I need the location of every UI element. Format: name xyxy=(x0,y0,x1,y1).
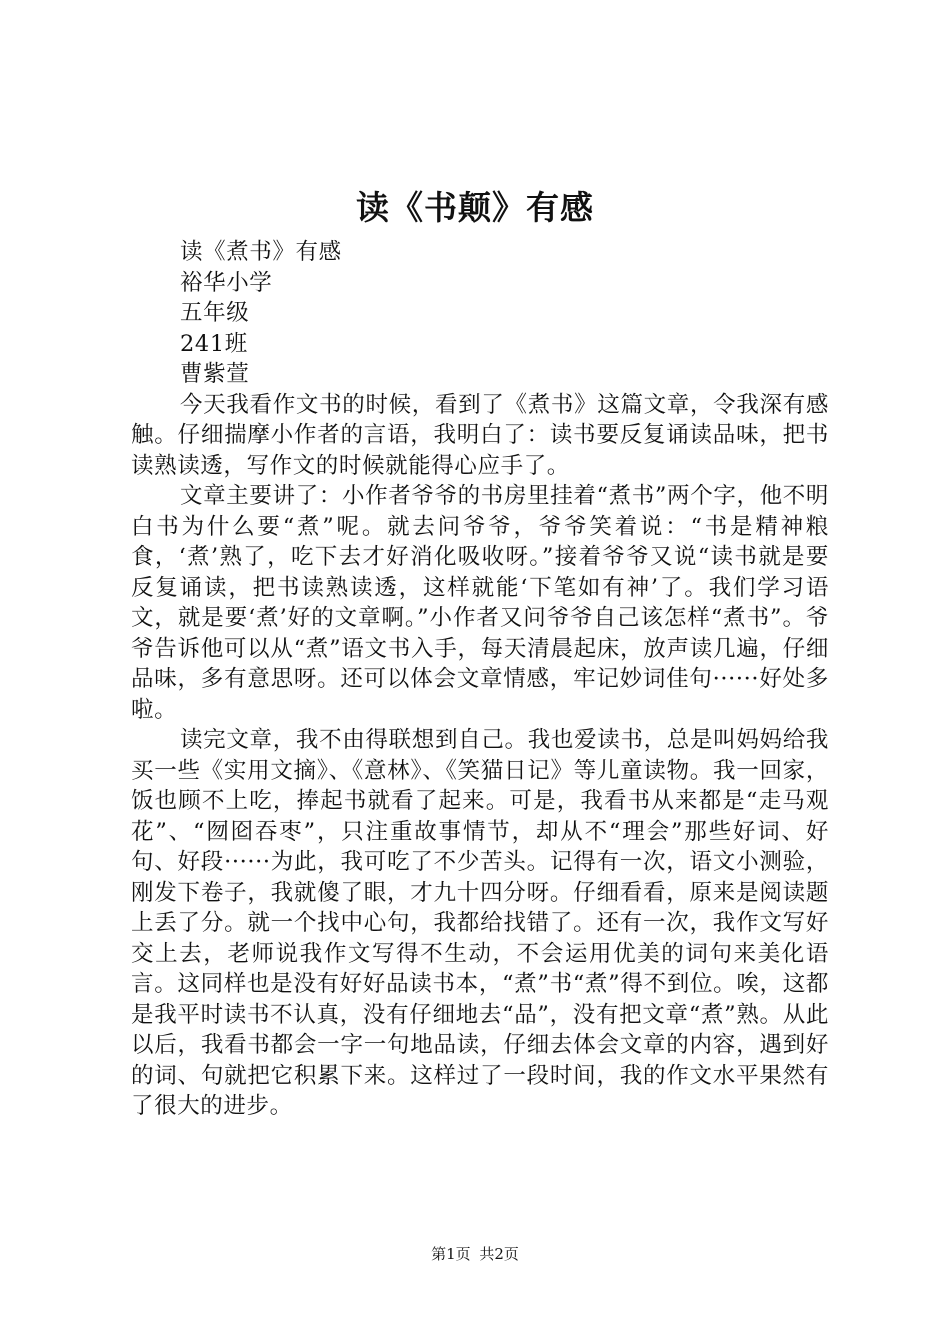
school-name: 裕华小学 xyxy=(180,269,273,296)
essay-subtitle: 读《煮书》有感 xyxy=(180,239,342,265)
paragraph-summary: 文章主要讲了：小作者爷爷的书房里挂着“煮书”两个字，他不明白书为什么要“煮”呢。就去问爷爷，爷爷笑着说：“书是精神粮食，‘煮’熟了，吃下去才好消化吸收呀。”接着爷爷又说“读书就是要反复诵读，把书读熟读透，这样就能‘下笔如有神’了。我们学习语文，就是要‘煮’好的文章啊。”小作者又问爷爷自己该怎样“煮书”。爷爷告诉他可以从“煮”语文书入手，每天清晨起床，放声读几遍，仔细品味，多有意思呀。还可以体会文章情感，牢记妙词佳句······好处多啦。 xyxy=(131,483,829,723)
page-number-total: 共2页 xyxy=(479,1245,519,1263)
page-footer xyxy=(0,1243,950,1265)
grade-level: 五年级 xyxy=(180,300,250,326)
author-name: 曹紫萱 xyxy=(180,361,250,387)
paragraph-reflection: 读完文章，我不由得联想到自己。我也爱读书，总是叫妈妈给我买一些《实用文摘》、《意林》、《笑猫日记》等儿童读物。我一回家，饭也顾不上吃，捧起书就看了起来。可是，我看书从来都是“走马观花”、“囫囵吞枣”，只注重故事情节，却从不“理会”那些好词、好句、好段······为此，我可吃了不少苦头。记得有一次，语文小测验，刚发下卷子，我就傻了眼，才九十四分呀。仔细看看，原来是阅读题上丢了分。就一个找中心句，我都给找错了。还有一次，我作文写好交上去，老师说我作文写得不生动，不会运用优美的词句来美化语言。这同样也是没有好好品读书本，“煮”书“煮”得不到位。唉，这都是我平时读书不认真，没有仔细地去“品”，没有把文章“煮”熟。从此以后，我看书都会一字一句地品读，仔细去体会文章的内容，遇到好的词、句就把它积累下来。这样过了一段时间，我的作文水平果然有了很大的进步。 xyxy=(131,727,829,1119)
document-title: 读《书颠》有感 xyxy=(356,188,594,227)
document-body xyxy=(131,237,829,1122)
page-number-current: 第1页 xyxy=(431,1245,471,1263)
class-number: 241班 xyxy=(180,330,248,357)
paragraph-intro: 今天我看作文书的时候，看到了《煮书》这篇文章，令我深有感触。仔细揣摩小作者的言语，我明白了：读书要反复诵读品味，把书读熟读透，写作文的时候就能得心应手了。 xyxy=(131,391,829,479)
